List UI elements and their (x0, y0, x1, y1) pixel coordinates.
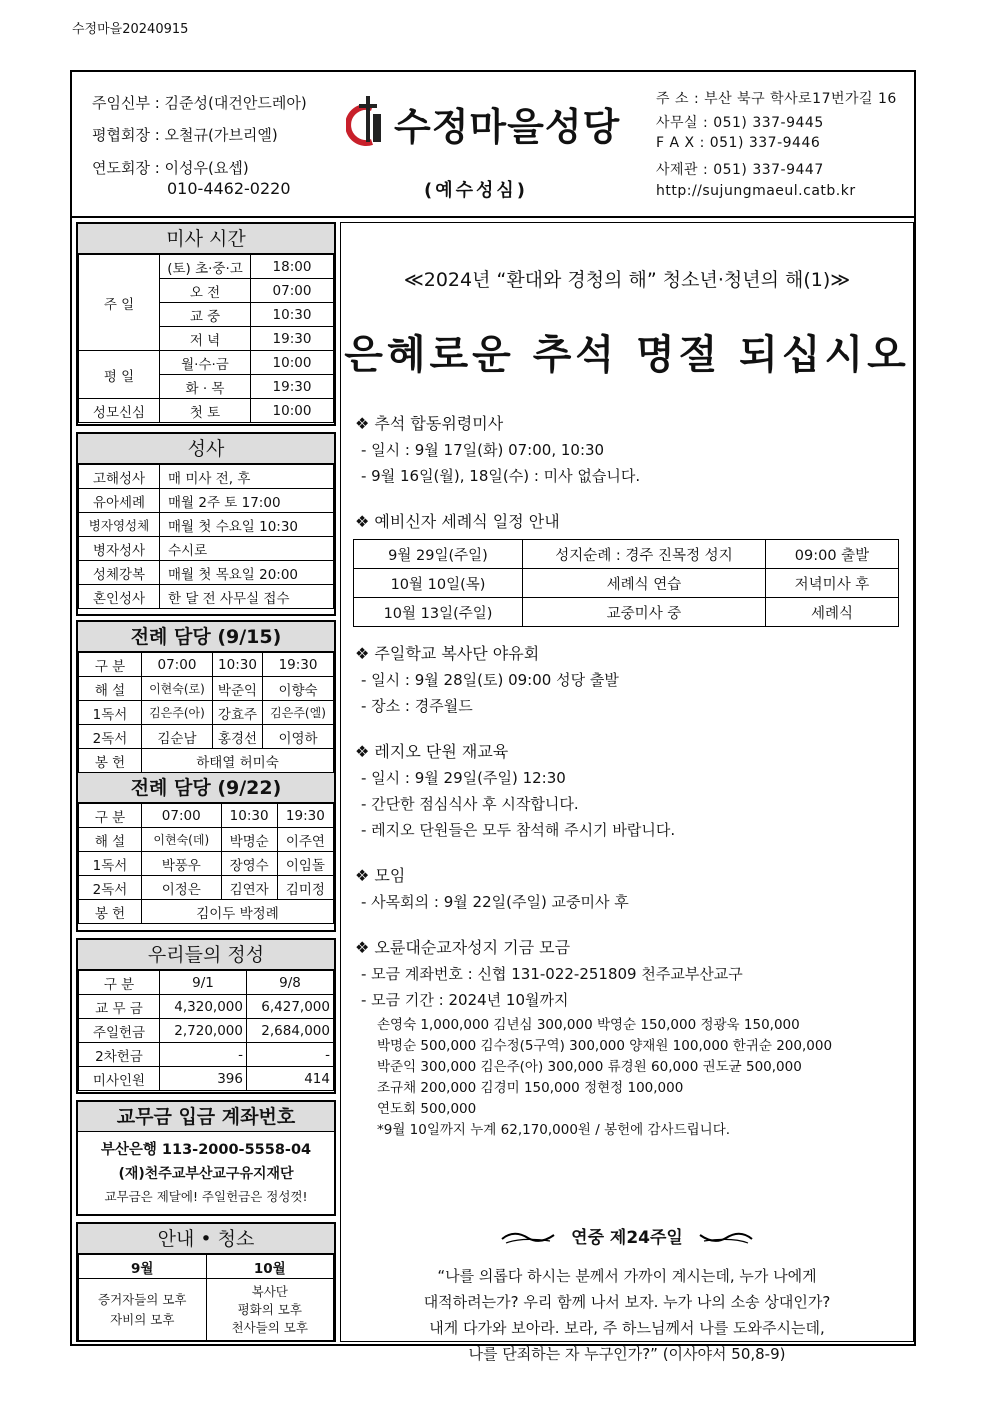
offering-value: 2,720,000 (160, 1019, 247, 1043)
ornament-right-icon (698, 1229, 754, 1247)
liturgy-person: 이주연 (277, 828, 333, 852)
offering-box (76, 938, 336, 1094)
parish-name: 수정마을성당 (394, 105, 621, 149)
pastor-line: 주임신부 : 김준성(대건안드레아) (92, 94, 307, 112)
sacraments-box (76, 432, 336, 616)
offering-table (78, 970, 334, 1091)
cleaning-group: 증거자들의 모후 (98, 1292, 187, 1307)
mass-name: 화 · 목 (160, 375, 251, 399)
donor-total: *9월 10일까지 누계 62,170,000원 / 봉헌에 감사드립니다. (377, 1122, 731, 1138)
liturgy-table-2 (78, 803, 334, 924)
donor-line: 박명순 500,000 김수정(5구역) 300,000 양재원 100,000 한귀순 200,000 (377, 1038, 833, 1054)
section-title: ❖ 모임 (355, 866, 406, 885)
donor-line: 조규채 200,000 김경미 150,000 정현정 100,000 (377, 1080, 684, 1096)
main-content (340, 222, 914, 1363)
quote-line: “나를 의롭다 하시는 분께서 가까이 계시는데, 누가 나에게 (437, 1267, 817, 1285)
sunday-heading (341, 1223, 913, 1248)
donor-line: 박준익 300,000 김은주(아) 300,000 류경원 60,000 권도균 500,000 (377, 1059, 802, 1075)
motto: (예수성심) (424, 180, 529, 201)
document-id: 수정마을20240915 (72, 22, 189, 37)
sacrament-name: 혼인성사 (79, 585, 160, 609)
section-line: - 장소 : 경주월드 (361, 697, 473, 715)
liturgy-box (76, 620, 336, 932)
sacrament-value: 매월 첫 수요일 10:30 (160, 513, 334, 537)
offering-value: - (160, 1043, 247, 1067)
mass-times-table (78, 254, 334, 423)
mass-times-box (76, 222, 336, 426)
liturgy-person: 박풍우 (142, 852, 222, 876)
cleaning-group: 복사단 (251, 1284, 288, 1299)
mass-time: 10:00 (251, 399, 334, 423)
donor-line: 손영숙 1,000,000 김년심 300,000 박영순 150,000 정광욱 150,000 (377, 1017, 800, 1033)
liturgy-person: 강효주 (212, 701, 262, 725)
marian-label: 성모신심 (79, 399, 160, 423)
quote-line: 나를 단죄하는 자 누구인가?” (이사야서 50,8-9) (468, 1345, 786, 1363)
liturgy-offerers: 김이두 박정례 (142, 900, 334, 924)
parish-logo-icon (346, 90, 390, 150)
liturgy-person: 이향숙 (263, 677, 334, 701)
sacrament-value: 매월 첫 목요일 20:00 (160, 561, 334, 585)
liturgy-person: 이임돌 (277, 852, 333, 876)
mass-time: 07:00 (251, 279, 334, 303)
section-line: - 모금 계좌번호 : 신협 131-022-251809 천주교부산교구 (361, 965, 743, 983)
liturgy-person: 이정은 (142, 876, 222, 900)
schedule-event: 세례식 연습 (523, 569, 766, 598)
account-title: 교무금 입금 계좌번호 (78, 1102, 334, 1132)
sacrament-name: 유아세례 (79, 489, 160, 513)
account-holder: (재)천주교부산교구유지재단 (118, 1166, 294, 1182)
liturgy-header: 10:30 (221, 804, 277, 828)
mass-times-title: 미사 시간 (78, 224, 334, 254)
liturgy-header: 구 분 (79, 653, 142, 677)
liturgy-person: 김은주(엘) (263, 701, 334, 725)
offering-label: 주일헌금 (79, 1019, 160, 1043)
sacrament-value: 매월 2주 토 17:00 (160, 489, 334, 513)
liturgy-header: 07:00 (142, 653, 213, 677)
mass-name: 월·수·금 (160, 351, 251, 375)
sunday-label: 주 일 (79, 255, 160, 351)
section-title: ❖ 주일학교 복사단 야유회 (355, 644, 540, 663)
offering-value: 414 (247, 1067, 334, 1091)
mass-time: 10:30 (251, 303, 334, 327)
liturgy-role: 봉 헌 (79, 900, 142, 924)
liturgy-person: 김연자 (221, 876, 277, 900)
liturgy-role: 1독서 (79, 852, 142, 876)
liturgy-role: 2독서 (79, 725, 142, 749)
sunday-title: 연중 제24주일 (571, 1228, 683, 1248)
section-title: ❖ 레지오 단원 재교육 (355, 742, 509, 761)
cleaning-groups-oct (206, 1279, 334, 1342)
offering-value: 396 (160, 1067, 247, 1091)
liturgy-header: 구 분 (79, 804, 142, 828)
liturgy-person: 김미정 (277, 876, 333, 900)
cleaning-groups-sep (79, 1279, 207, 1342)
sacrament-name: 병자성사 (79, 537, 160, 561)
quote-line: 내게 다가와 보아라. 보라, 주 하느님께서 나를 도와주시는데, (429, 1319, 825, 1337)
mass-time: 19:30 (251, 375, 334, 399)
mass-name: (토) 초·중·고 (160, 255, 251, 279)
schedule-time: 저녁미사 후 (766, 569, 899, 598)
baptism-schedule-table (353, 539, 899, 627)
schedule-event: 교중미사 중 (523, 598, 766, 627)
section-line: - 모금 기간 : 2024년 10월까지 (361, 991, 569, 1009)
scripture-quote (341, 1263, 913, 1367)
cleaning-month: 9월 (79, 1255, 207, 1279)
liturgy-role: 2독서 (79, 876, 142, 900)
section-line: - 일시 : 9월 29일(주일) 12:30 (361, 769, 566, 787)
sacrament-value: 매 미사 전, 후 (160, 465, 334, 489)
liturgy-person: 김은주(아) (142, 701, 213, 725)
elder-phone: 010-4462-0220 (167, 179, 291, 198)
liturgy-role: 해 설 (79, 828, 142, 852)
council-line: 평협회장 : 오철규(가브리엘) (92, 126, 278, 144)
section-title: ❖ 예비신자 세례식 일정 안내 (355, 512, 560, 531)
mass-time: 19:30 (251, 327, 334, 351)
ornament-left-icon (500, 1229, 556, 1247)
liturgy-title-2: 전례 담당 (9/22) (78, 773, 334, 803)
schedule-event: 성지순례 : 경주 진목정 성지 (523, 540, 766, 569)
mass-time: 18:00 (251, 255, 334, 279)
sacrament-name: 고해성사 (79, 465, 160, 489)
liturgy-person: 박명순 (221, 828, 277, 852)
schedule-date: 10월 10일(목) (354, 569, 523, 598)
offering-header: 9/8 (247, 971, 334, 995)
offering-title: 우리들의 정성 (78, 940, 334, 970)
liturgy-offerers: 하태열 허미숙 (142, 749, 334, 773)
sacrament-value: 수시로 (160, 537, 334, 561)
weekday-label: 평 일 (79, 351, 160, 399)
liturgy-role: 1독서 (79, 701, 142, 725)
schedule-time: 세례식 (766, 598, 899, 627)
section-line: - 일시 : 9월 28일(토) 09:00 성당 출발 (361, 671, 619, 689)
sacraments-title: 성사 (78, 434, 334, 464)
section-title: ❖ 오륜대순교자성지 기금 모금 (355, 938, 571, 957)
quote-line: 대적하려는가? 우리 함께 나서 보자. 누가 나의 소송 상대인가? (423, 1293, 831, 1311)
sacrament-value: 한 달 전 사무실 접수 (160, 585, 334, 609)
website-link[interactable]: http://sujungmaeul.catb.kr (656, 183, 856, 199)
liturgy-header: 19:30 (263, 653, 334, 677)
header (72, 72, 914, 218)
liturgy-person: 이현숙(로) (142, 677, 213, 701)
cleaning-group: 자비의 모후 (110, 1312, 175, 1327)
section-line: - 레지오 단원들은 모두 참석해 주시기 바랍니다. (361, 821, 676, 839)
liturgy-person: 이영하 (263, 725, 334, 749)
offering-value: - (247, 1043, 334, 1067)
cleaning-month: 10월 (206, 1255, 334, 1279)
section-line: - 일시 : 9월 17일(화) 07:00, 10:30 (361, 441, 605, 459)
mass-time: 10:00 (251, 351, 334, 375)
liturgy-person: 김순남 (142, 725, 213, 749)
year-banner: ≪2024년 “환대와 경청의 해” 청소년·청년의 해(1)≫ (403, 269, 851, 291)
account-note: 교무금은 제달에! 주일헌금은 정성껏! (104, 1189, 308, 1204)
offering-value: 4,320,000 (160, 995, 247, 1019)
account-number: 부산은행 113-2000-5558-04 (100, 1142, 312, 1158)
liturgy-title-1: 전례 담당 (9/15) (78, 622, 334, 652)
liturgy-person: 장영수 (221, 852, 277, 876)
mass-name: 오 전 (160, 279, 251, 303)
section-line: - 9월 16일(월), 18일(수) : 미사 없습니다. (361, 467, 641, 485)
liturgy-role: 봉 헌 (79, 749, 142, 773)
offering-value: 6,427,000 (247, 995, 334, 1019)
offering-label: 미사인원 (79, 1067, 160, 1091)
donor-line: 연도회 500,000 (377, 1101, 477, 1117)
sacraments-table (78, 464, 334, 609)
section-line: - 사목회의 : 9월 22일(주일) 교중미사 후 (361, 893, 629, 911)
cleaning-group: 천사들의 모후 (231, 1320, 308, 1335)
section-title: ❖ 추석 합동위령미사 (355, 414, 504, 433)
office-phone: 사무실 : 051) 337-9445 (656, 115, 824, 131)
main-headline: 은혜로운 추석 명절 되십시오 (344, 331, 910, 378)
cleaning-title: 안내 • 청소 (78, 1224, 334, 1254)
liturgy-person: 박준익 (212, 677, 262, 701)
offering-label: 2차헌금 (79, 1043, 160, 1067)
rectory-phone: 사제관 : 051) 337-9447 (656, 162, 824, 178)
cleaning-group: 평화의 모후 (237, 1302, 302, 1317)
mass-name: 첫 토 (160, 399, 251, 423)
cleaning-box (76, 1222, 336, 1342)
offering-label: 교 무 금 (79, 995, 160, 1019)
offering-header: 9/1 (160, 971, 247, 995)
sacrament-name: 병자영성체 (79, 513, 160, 537)
liturgy-role: 해 설 (79, 677, 142, 701)
mass-name: 저 녁 (160, 327, 251, 351)
bulletin-frame (70, 70, 916, 1363)
address: 주 소 : 부산 북구 학사로17번가길 16 (656, 91, 897, 107)
liturgy-header: 19:30 (277, 804, 333, 828)
account-box (76, 1100, 336, 1216)
schedule-time: 09:00 출발 (766, 540, 899, 569)
mass-name: 교 중 (160, 303, 251, 327)
schedule-date: 9월 29일(주일) (354, 540, 523, 569)
sacrament-name: 성체강복 (79, 561, 160, 585)
liturgy-person: 홍경선 (212, 725, 262, 749)
offering-value: 2,684,000 (247, 1019, 334, 1043)
liturgy-header: 10:30 (212, 653, 262, 677)
cleaning-table (78, 1254, 334, 1342)
liturgy-header: 07:00 (142, 804, 222, 828)
liturgy-person: 이현숙(데) (142, 828, 222, 852)
parish-logo (346, 90, 646, 160)
schedule-date: 10월 13일(주일) (354, 598, 523, 627)
liturgy-table-1 (78, 652, 334, 773)
offering-header: 구 분 (79, 971, 160, 995)
section-line: - 간단한 점심식사 후 시작합니다. (361, 795, 579, 813)
elder-line: 연도회장 : 이성우(요셉) (92, 159, 249, 177)
fax: F A X : 051) 337-9446 (656, 135, 821, 151)
